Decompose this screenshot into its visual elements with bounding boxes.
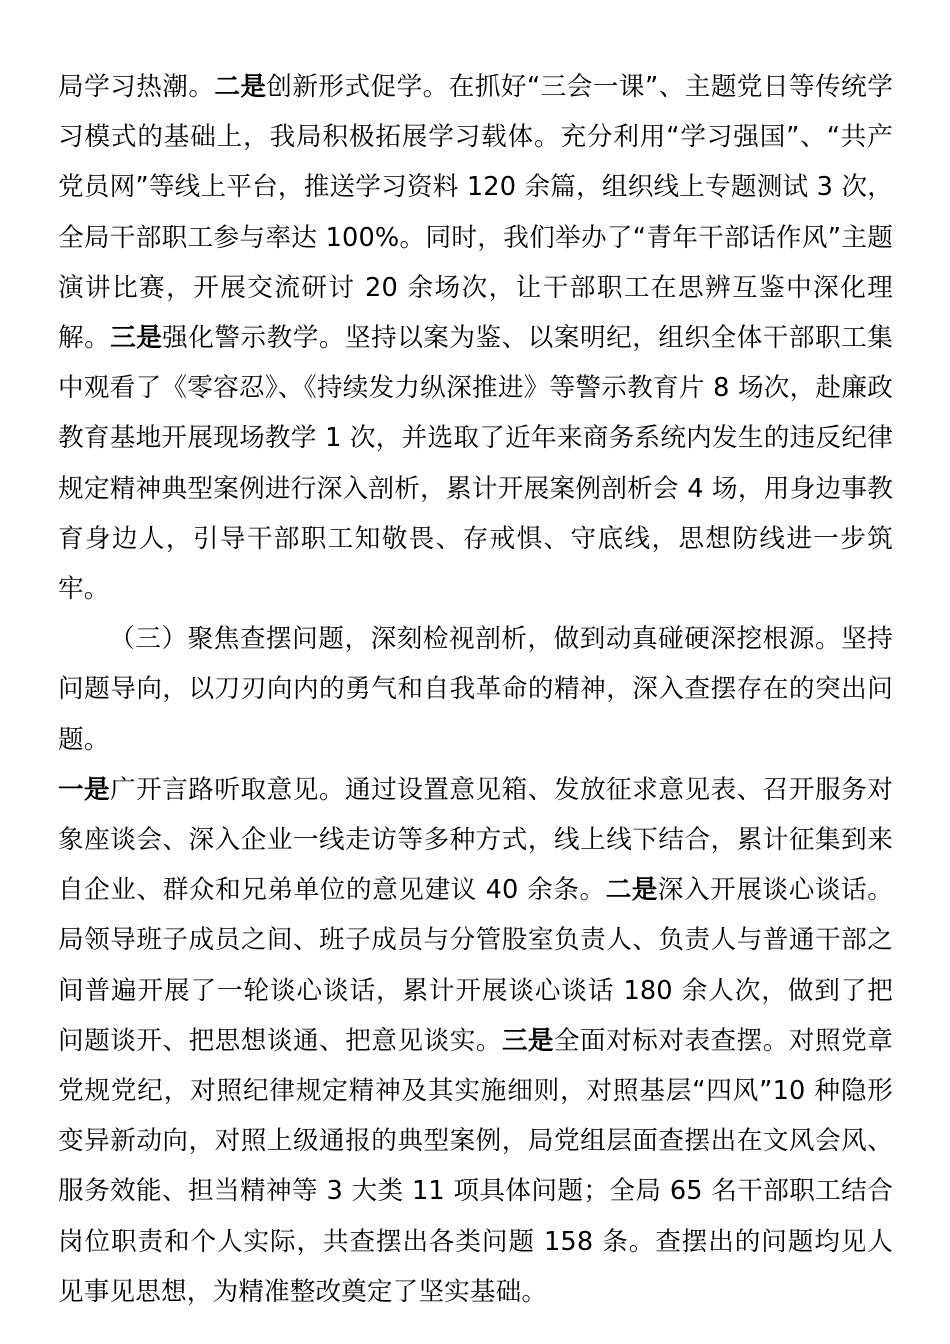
bold-marker-yi-shi: 一是 [58, 774, 110, 805]
document-body [58, 62, 893, 1317]
text-run: （三）聚焦查摆问题，深刻检视剖析，做到动真碰硬深挖根源。坚持问题导向，以刀刃向内的勇气和自我革命的精神，深入查摆存在的突出问题。 [58, 624, 893, 755]
text-run: 广开言路听取意见。通过设置意见箱、发放征求意见表、召开服务对象座谈会、深入企业一线走访等多种方式，线上线下结合，累计征集到来自企业、群众和兄弟单位的意见建议 40 余条。 [58, 774, 893, 906]
bold-marker-san-shi-2: 三是 [501, 1025, 554, 1056]
text-run: 深入开展谈心谈话。局领导班子成员之间、班子成员与分管股室负责人、负责人与普通干部之间普遍开展了一轮谈心谈话，累计开展谈心谈话 180 余人次，做到了把问题谈开、把思想谈通、把意见谈实。 [58, 875, 893, 1056]
bold-marker-er-shi-2: 二是 [605, 875, 658, 906]
paragraph-section-three-heading [58, 614, 893, 765]
bold-marker-san-shi: 三是 [110, 323, 163, 354]
bold-marker-er-shi: 二是 [214, 72, 267, 102]
text-run: 创新形式促学。在抓好“三会一课”、主题党日等传统学习模式的基础上，我局积极拓展学习载体。充分利用“学习强国”、“共产党员网”等线上平台，推送学习资料 120 余篇，组织线上专题测试 3 次，全局干部职工参与率达 100%。同时，我们举办了“青年干部话作风”主题演讲比赛，开展交流研讨 20 余场次，让干部职工在思辨互鉴中深化理解。 [58, 72, 893, 354]
paragraph-problem-identification [58, 765, 893, 1317]
text-run: 局学习热潮。 [58, 72, 215, 102]
paragraph-study-forms [58, 62, 893, 614]
text-run: 全面对标对表查摆。对照党章党规党纪，对照纪律规定精神及其实施细则，对照基层“四风”10 种隐形变异新动向，对照上级通报的典型案例，局党组层面查摆出在文风会风、服务效能、担当精神等 3 大类 11 项具体问题；全局 65 名干部职工结合岗位职责和个人实际，共查摆出各类问题 158 条。查摆出的问题均见人见事见思想，为精准整改奠定了坚实基础。 [58, 1025, 893, 1307]
text-run: 强化警示教学。坚持以案为鉴、以案明纪，组织全体干部职工集中观看了《零容忍》、《持续发力纵深推进》等警示教育片 8 场次，赴廉政教育基地开展现场教学 1 次，并选取了近年来商务系统内发生的违反纪律规定精神典型案例进行深入剖析，累计开展案例剖析会 4 场，用身边事教育身边人，引导干部职工知敬畏、存戒惧、守底线，思想防线进一步筑牢。 [58, 323, 893, 605]
